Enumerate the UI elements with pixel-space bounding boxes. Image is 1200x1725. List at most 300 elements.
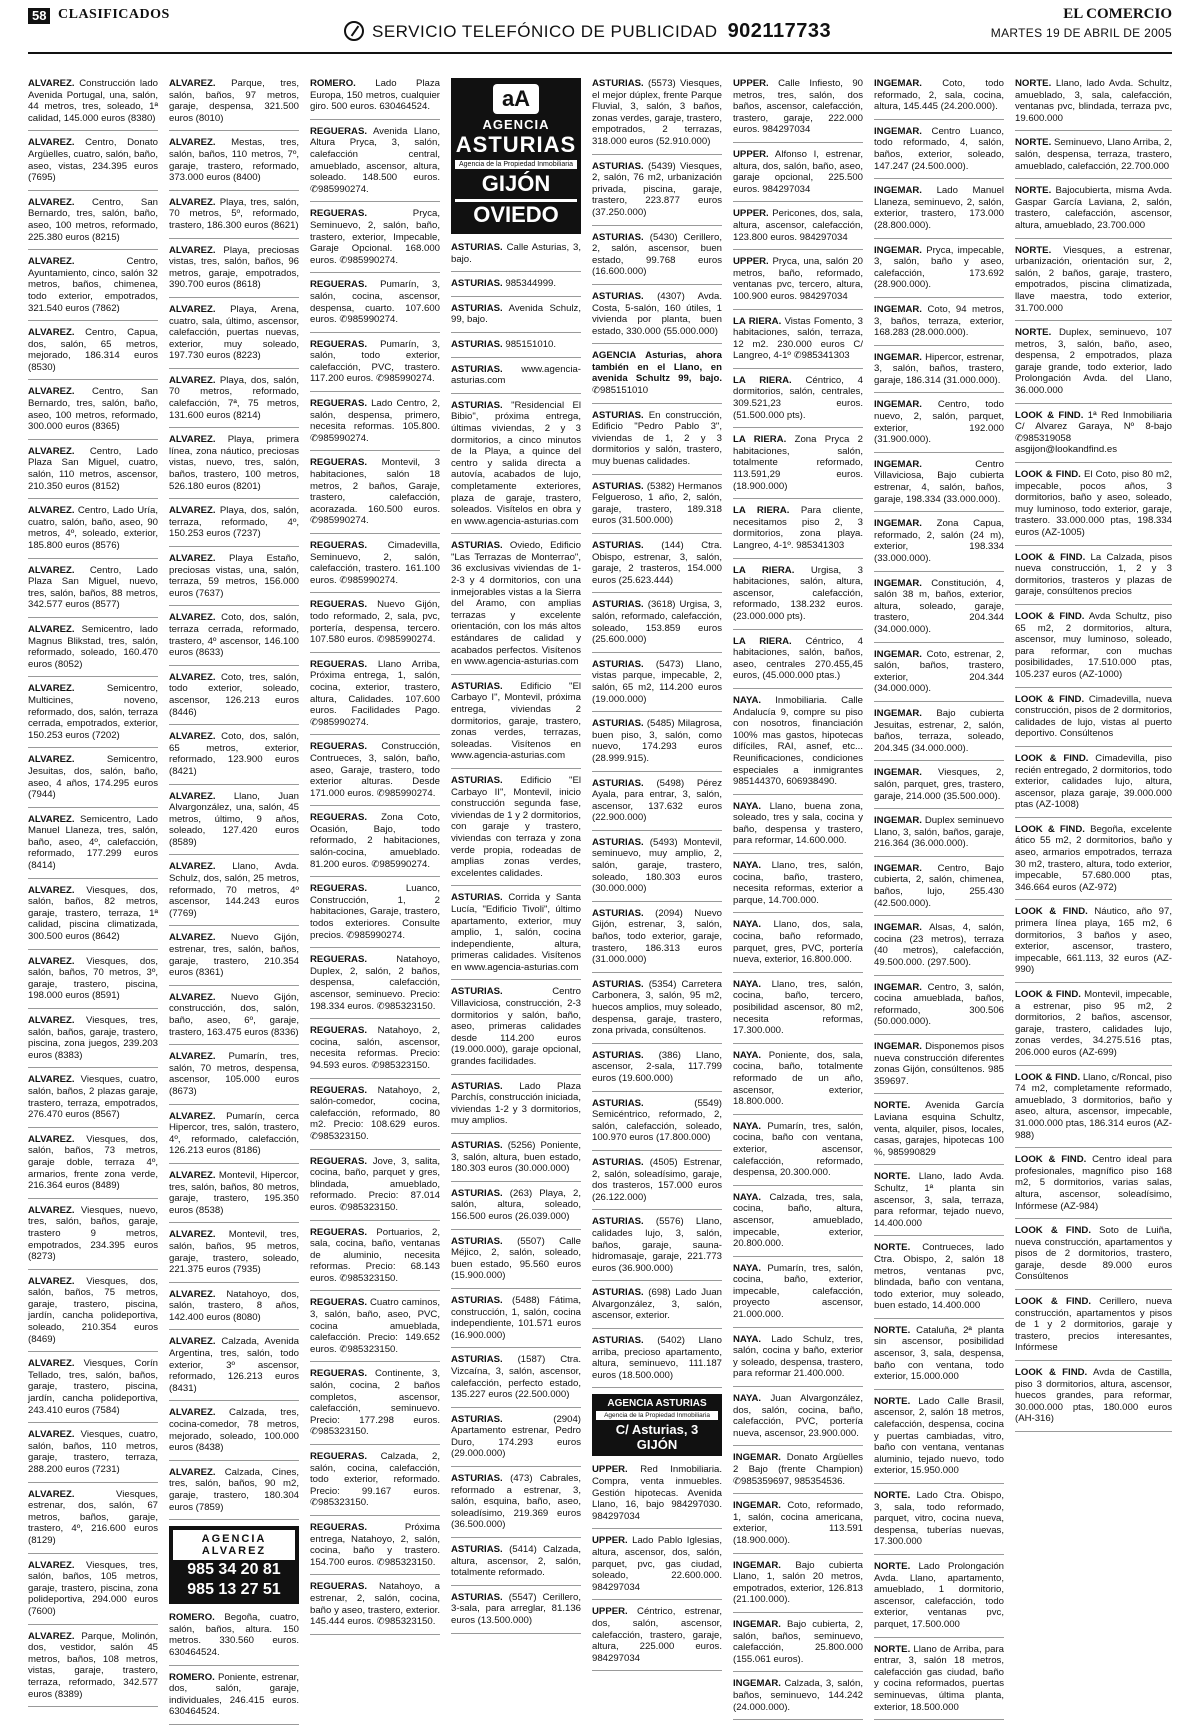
ad-text: Calzada, tres, sala, cocina, baño, altura, ascensor, amueblado, impecable, exterior, 20.800.000. xyxy=(733,1191,863,1250)
classified-ad xyxy=(1015,327,1172,404)
classified-ad xyxy=(169,137,299,190)
ad-text: Luanco, Construcción, 1, 2 habitaciones, Garaje, trastero, todos exteriores. Consulte precios. ✆985990274. xyxy=(310,883,440,941)
classified-ad xyxy=(310,1227,440,1292)
ad-advertiser: ASTURIAS. xyxy=(592,78,644,89)
classified-ad xyxy=(592,1535,722,1600)
classified-ad xyxy=(733,1334,863,1387)
ad-advertiser: INGEMAR. xyxy=(874,399,922,411)
classified-ad xyxy=(310,208,440,273)
ad-advertiser: UPPER. xyxy=(733,78,769,89)
ad-advertiser: NAYA. xyxy=(733,1262,762,1274)
ad-advertiser: ALVAREZ. xyxy=(169,612,216,624)
logo-oviedo: OVIEDO xyxy=(455,199,577,228)
ad-advertiser: REGUERAS. xyxy=(310,540,368,551)
classified-ad xyxy=(592,599,722,652)
ad-text: Viesques, nuevo, tres, salón, baños, garaje, trastero 9 metros, empotrados, 234.395 euros (8273) xyxy=(28,1204,158,1263)
classified-ad xyxy=(169,612,299,665)
classified-ad xyxy=(169,1672,299,1725)
logo-agencia: AGENCIA xyxy=(482,117,550,132)
ad-text: En construcción, Edificio "Pedro Pablo 3", viviendas de 1, 2 y 3 dormitorios y salón, trastero, muy buenas calidades. xyxy=(592,409,722,468)
ad-text: Náutico, año 97, primera línea playa, 165 m2, 6 dormitorios, 3 baños y aseo, exterior, ascensor, trastero, impecable, 661.113, 32 euros (AZ-990) xyxy=(1015,906,1172,976)
ad-text: (5473) Llano, vistas parque, impecable, 2, salón, 65 m2, 114.200 euros (19.000.000) xyxy=(592,658,722,705)
ad-advertiser: UPPER. xyxy=(733,148,769,160)
ad-advertiser: ROMERO. xyxy=(310,78,356,89)
ad-advertiser: ASTURIAS. xyxy=(451,338,503,350)
classified-ad xyxy=(310,339,440,392)
classified-ad xyxy=(874,352,1004,394)
classified-ad xyxy=(874,863,1004,916)
classified-ad xyxy=(592,1216,722,1281)
column-5 xyxy=(592,78,723,1664)
classified-ad xyxy=(28,446,158,499)
ad-text: Lado Prolongación Avda. Llano, apartamento, amueblado, 1 dormitorio, ascensor, calefacción, todo exterior, ventanas pvc, parquet, 17.500.000 xyxy=(874,1560,1004,1630)
ad-advertiser: ALVAREZ. xyxy=(169,196,216,208)
ad-advertiser: ASTURIAS. xyxy=(592,1049,644,1061)
page-header xyxy=(28,6,1172,50)
column-2 xyxy=(169,78,300,1718)
classified-ad xyxy=(733,1452,863,1494)
ad-text: Urgisa, 3 habitaciones, salón, altura, ascensor, calefacción, reformado, 138.232 euros. (23.000.000 pts). xyxy=(733,564,863,622)
classified-ad xyxy=(169,1407,299,1460)
classified-ad xyxy=(28,624,158,677)
ad-advertiser: REGUERAS. xyxy=(310,741,368,753)
ad-advertiser: ALVAREZ. xyxy=(169,671,216,683)
classified-ad xyxy=(310,398,440,451)
ad-text: Llano, lado Avda. Schultz, 1ª planta sin ascensor, 3, sala, terraza, para reformar, tejado nuevo, 14.400.000 xyxy=(874,1171,1004,1229)
ad-advertiser: REGUERAS. xyxy=(310,338,368,350)
ad-text: Jove, 3, salita, cocina, baño, parquet y gres, blindada, amueblado, reformado. Precio: 87.014 euros. ✆985323150. xyxy=(310,1155,440,1213)
ad-advertiser: ASTURIAS. xyxy=(451,302,503,314)
ad-advertiser: ASTURIAS. xyxy=(592,1216,644,1228)
classified-ad xyxy=(169,505,299,547)
ad-text: Centro Villaviciosa, Bajo cubierta estrenar, 4, salón, baños, garaje, 198.334 (33.000.000). xyxy=(874,458,1004,505)
ad-text: Bajo cubierta Llano, 1, salón 20 metros, empotrados, exterior, 126.813 (21.100.000). xyxy=(733,1559,864,1606)
ad-text: Para cliente, necesitamos piso 2, 3 dormitorios, zona playa. Langreo, 4-1º. 985341303 xyxy=(733,505,863,551)
ad-text: Portuarios, 2, sala, cocina, baño, ventanas de aluminio, necesita reformas. Precio: 68.143 euros. ✆985323150. xyxy=(310,1226,440,1284)
ad-advertiser: ROMERO. xyxy=(169,1612,215,1624)
ad-text: Calzada, 3, salón, baños, seminuevo, 144.242 (24.000.000). xyxy=(733,1678,864,1713)
ad-advertiser: ASTURIAS. xyxy=(592,480,644,492)
ad-advertiser: ASTURIAS. xyxy=(451,1354,503,1366)
ad-text: Construcción lado Avenida Portugal, una, salón, 44 metros, tres, soleado, 1ª calidad, 145.000 euros (8380) xyxy=(28,78,159,124)
ad-text: Lado Schulz, tres, salón, cocina y baño, exterior y soleado, despensa, trastero, para reformar 21.400.000. xyxy=(733,1333,864,1380)
ad-advertiser: ASTURIAS. xyxy=(451,892,503,904)
classified-ad xyxy=(874,1396,1004,1484)
ad-advertiser: REGUERAS. xyxy=(310,1084,368,1096)
classified-ad xyxy=(1015,1225,1172,1290)
classified-ad xyxy=(28,1358,158,1423)
classified-ad xyxy=(733,1678,863,1720)
classified-ad xyxy=(733,1560,863,1613)
ad-text: Playa, dos, salón, terraza, reformado, 4º, 150.253 euros (7237) xyxy=(169,505,299,540)
ad-advertiser: UPPER. xyxy=(592,1606,628,1618)
classified-ad xyxy=(592,1157,722,1210)
classified-ad xyxy=(310,883,440,948)
ad-text: Pumarín, tres, salón, cocina, baño, exterior, impecable, calefacción, proyecto ascensor, 21.000.000. xyxy=(733,1262,864,1321)
ad-text: Llano, Juan Alvargonzález, una, salón, 45 metros, último, 9 años, soleado, 127.420 euros (8589) xyxy=(169,790,300,848)
ad-advertiser: ALVAREZ. xyxy=(169,1466,216,1478)
classified-ad xyxy=(592,659,722,712)
ad-text: Llano de Arriba, para entrar, 3, salón 18 metros, calefacción gas ciudad, baño y cocina reformados, puertas seminuevas, última planta, exterior, 18.500.000 xyxy=(874,1643,1004,1713)
classified-ad xyxy=(451,1188,581,1230)
classified-ad xyxy=(28,683,158,748)
ad-text: Pryca, una, salón 20 metros, baño, reformado, ventanas pvc, tercero, altura, 100.900 euros. 984297034 xyxy=(733,256,863,302)
ad-advertiser: INGEMAR. xyxy=(874,648,922,660)
ad-text: Coto, todo reformado, 2, sala, cocina, altura, 145.445 (24.200.000). xyxy=(874,78,1004,113)
ad-text: Montevil, Hipercor, tres, salón, baños, 80 metros, garaje, trastero, 195.350 euros (8538) xyxy=(169,1169,299,1216)
classified-ad xyxy=(28,1276,158,1353)
ad-text: Calzada, tres, cocina-comedor, 78 metros, mejorado, soleado, 100.000 euros (8438) xyxy=(169,1407,299,1454)
ad-text: Cimadevilla, piso recién entregado, 2 dormitorios, todo exterior, calidades lujo, altura, ascensor, plaza garaje, 39.000.000 ptas (AZ-1008) xyxy=(1015,752,1173,811)
classified-ad xyxy=(733,208,863,250)
classified-ad xyxy=(733,695,863,795)
classified-ad xyxy=(874,78,1004,120)
ad-advertiser: LOOK & FIND. xyxy=(1015,551,1086,563)
ad-advertiser: ALVAREZ. xyxy=(169,790,216,802)
ad-text: Pumarín, 3, salón, todo exterior, calefacción, PVC, trastero. 117.200 euros. ✆985990274. xyxy=(310,338,440,385)
classified-ad xyxy=(592,1098,722,1151)
ad-text: Soto de Luiña, nueva construcción, apartamentos y pisos de 2 dormitorios, trastero, garaje, desde 89.000 euros Consúltenos xyxy=(1015,1225,1172,1283)
classified-ad xyxy=(169,304,299,369)
ad-text: Montevil, 3 habitaciones, salón 18 metros, 2 baños, Garaje, trastero, calefacción, acorazada. 160.500 euros. ✆985990274. xyxy=(310,457,441,527)
classified-ad xyxy=(874,1041,1004,1094)
classified-ad xyxy=(28,1015,158,1068)
ad-text: Avenida Llano, Altura Pryca, 3, salón, calefacción central, amueblado, ascensor, altura, soleado. 148.500 euros. ✆985990274. xyxy=(310,125,440,195)
ad-advertiser: INGEMAR. xyxy=(874,518,922,530)
classified-ad xyxy=(733,1263,863,1328)
ad-advertiser: ASTURIAS. xyxy=(451,1544,503,1556)
ad-advertiser: ALVAREZ. xyxy=(28,505,75,517)
classified-ad xyxy=(1015,906,1172,983)
classified-ad xyxy=(1015,469,1172,546)
classified-ad xyxy=(733,1393,863,1446)
small-logo-tagline: Agencia de la Propiedad Inmobiliaria xyxy=(596,1411,718,1420)
classified-ad xyxy=(451,242,581,272)
ad-text: Bajo cubierta, 2, salón, baños, seminuevo, calefacción, 25.800.000 (155.061 euros). xyxy=(733,1618,863,1665)
ad-text: Cimadevilla, Seminuevo, 2, salón, calefacción, trastero. 161.100 euros. ✆985990274. xyxy=(310,540,440,586)
ad-text: 1ª Red Inmobiliaria C/ Alvarez Garaya, Nº 8-bajo ✆985319058 asgijon@lookandfind.es xyxy=(1015,409,1172,456)
ad-text: Viesques, a estrenar, urbanización, orientación sur, 2, salón, 2 baños, garaje, trastero, empotrados, piscina climatizada, llave maestra, todo exterior, 31.700.000 xyxy=(1015,244,1172,314)
classified-ad xyxy=(28,505,158,558)
ad-advertiser: INGEMAR. xyxy=(874,922,922,934)
ad-text: (386) Llano, ascensor, 2-sala, 117.799 euros (19.600.000) xyxy=(592,1049,723,1084)
ad-text: (144) Ctra. Obispo, estrenar, 3, salón, garaje, 2 trasteros, 154.000 euros (25.623.444) xyxy=(592,540,722,586)
ad-advertiser: INGEMAR. xyxy=(874,458,922,470)
small-logo-address: C/ Asturias, 3 GIJÓN xyxy=(615,1422,699,1453)
classified-ad xyxy=(28,137,158,190)
ad-text: Coto, dos, salón, terraza cerrada, reformado, trastero, 4º ascensor, 146.100 euros (8633) xyxy=(169,612,299,659)
ad-text: (5493) Montevil, seminuevo, muy amplio, 2, salón, garaje, trastero, soleado, 180.303 euros (30.000.000) xyxy=(592,836,722,895)
ad-text: Llano, tres, salón, cocina, baño, trastero, necesita reformas, exterior a parque, 14.700.000. xyxy=(733,860,863,906)
ad-advertiser: INGEMAR. xyxy=(733,1618,781,1630)
ad-text: Pumarín, tres, salón, cocina, baño con ventana, exterior, ascensor, calefacción, reformado, despensa, 20.300.000. xyxy=(733,1120,864,1179)
ad-advertiser: INGEMAR. xyxy=(874,78,922,89)
alvarez-phone-2: 985 13 27 51 xyxy=(187,1581,281,1599)
classified-ad xyxy=(733,1192,863,1257)
classified-ad xyxy=(1015,1367,1172,1432)
ad-advertiser: INGEMAR. xyxy=(733,1500,781,1512)
classified-ad xyxy=(874,245,1004,298)
newspaper-name: EL COMERCIO xyxy=(1063,6,1172,22)
ad-text: Zona Coto, Ocasión, Bajo, todo reformado, 2 habitaciones, salón-cocina, amueblado. 81.200 euros. ✆985990274. xyxy=(310,812,440,870)
ad-text: Seminuevo, Llano Arriba, 2, salón, despensa, terraza, trastero, amueblado, calefacción, 22.700.000 xyxy=(1015,137,1172,172)
classified-ad xyxy=(592,1464,722,1529)
ad-advertiser: ALVAREZ. xyxy=(28,1015,75,1026)
ad-text: Pumarín, tres, salón, 70 metros, despensa, ascensor, 105.000 euros (8673) xyxy=(169,1051,299,1097)
classified-ad xyxy=(169,1229,299,1282)
ad-text: (5573) Viesques, el mejor dúplex, frente Parque Fluvial, 3, salón, 3 baños, zonas verdes, garaje, trastero, empotrados, 2 terrazas, 318.000 euros (52.910.000) xyxy=(592,78,723,147)
classified-ad xyxy=(451,1414,581,1467)
ad-text: Lado Ctra. Obispo, 3, sala, todo reformado, parquet, vitro, cocina nueva, despensa, tuberías nuevas, 17.300.000 xyxy=(874,1490,1004,1548)
ad-advertiser: ALVAREZ. xyxy=(28,813,75,825)
ad-advertiser: AGENCIA Asturias, ahora también en el Llano, en avenida Schultz 99, bajo. xyxy=(592,350,722,385)
classified-ad xyxy=(169,434,299,499)
ad-advertiser: ASTURIAS. xyxy=(451,1187,503,1199)
ad-advertiser: ALVAREZ. xyxy=(28,196,75,208)
classified-ad xyxy=(169,1336,299,1401)
classified-ad xyxy=(1015,185,1172,238)
ad-advertiser: INGEMAR. xyxy=(733,1452,781,1464)
ad-advertiser: LA RIERA. xyxy=(733,434,787,446)
advertising-phone-banner xyxy=(344,20,831,43)
service-phone: 902117733 xyxy=(727,20,832,42)
ad-text: Playa, dos, salón, 70 metros, reformado, calefacción, 7ª, 75 metros, 131.600 euros (8214) xyxy=(169,374,299,421)
classified-ad xyxy=(310,954,440,1019)
classified-ad xyxy=(874,922,1004,975)
ad-advertiser: ASTURIAS. xyxy=(451,1591,503,1603)
ad-advertiser: LOOK & FIND. xyxy=(1015,1154,1087,1166)
ad-advertiser: NAYA. xyxy=(733,694,762,706)
ad-text: Juan Alvargonzález, dos, salón, cocina, baño, calefacción, PVC, portería nueva, ascensor, 23.900.000. xyxy=(733,1393,863,1439)
classified-ad xyxy=(28,885,158,950)
classified-ad xyxy=(310,1522,440,1575)
ad-advertiser: LOOK & FIND. xyxy=(1015,1367,1088,1379)
classified-ad xyxy=(592,979,722,1044)
ad-text: Bajo cubierta Jesuitas, estrenar, 2, salón, baños, terraza, soleado, 204.345 (34.000.000). xyxy=(874,707,1005,754)
ad-text: 985344999. xyxy=(505,278,557,290)
classified-ad xyxy=(874,518,1004,571)
classified-ad xyxy=(874,708,1004,761)
ad-advertiser: ALVAREZ. xyxy=(28,884,75,896)
ad-text: (1587) Ctra. Vizcaína, 3, salón, ascensor, calefacción, perfecto estado, 135.227 euros (22.500.000) xyxy=(451,1354,581,1401)
ad-advertiser: NAYA. xyxy=(733,1191,762,1203)
alvarez-name: AGENCIA ALVAREZ xyxy=(173,1530,295,1560)
ad-text: Lado Pablo Iglesias, altura, ascensor, dos, salón, parquet, pvc, gas ciudad, soleado, 22.600.000. 984297034 xyxy=(592,1535,723,1593)
ad-advertiser: ALVAREZ. xyxy=(28,1630,75,1642)
ad-text: (5485) Milagrosa, buen piso, 3, salón, como nuevo, 174.293 euros (28.999.915). xyxy=(592,718,722,764)
ad-advertiser: REGUERAS. xyxy=(310,1226,368,1238)
issue-date: MARTES 19 DE ABRIL DE 2005 xyxy=(990,26,1172,40)
ad-text: Centro, Capua, dos, salón, 65 metros, mejorado, 186.314 euros (8530) xyxy=(28,327,158,373)
ad-advertiser: NORTE. xyxy=(874,1490,911,1501)
classified-ad xyxy=(592,350,722,403)
ad-advertiser: ASTURIAS. xyxy=(592,540,644,551)
ad-advertiser: NORTE. xyxy=(874,1171,911,1183)
ad-text: Poniente, dos, sala, cocina, baño, totalmente reformado de un año, ascensor, exterior, 18.800.000. xyxy=(733,1049,863,1108)
ad-advertiser: ALVAREZ. xyxy=(169,731,216,743)
classified-ad xyxy=(451,1081,581,1134)
classified-ad xyxy=(169,791,299,856)
ad-text: Centro, Donato Argüelles, cuatro, salón, baño, aseo, vistas, 234.395 euros (7695) xyxy=(28,137,158,184)
classified-ad xyxy=(451,892,581,980)
ad-advertiser: ASTURIAS. xyxy=(592,1335,644,1347)
classified-ad xyxy=(874,982,1004,1035)
ad-text: Semicentro, Multicines, noveno, reformado, dos, salón, terraza cerrada, empotrados, exterior, 150.253 euros (7202) xyxy=(28,683,158,741)
column-6 xyxy=(733,78,864,1713)
ad-text: Llano Arriba, Próxima entrega, 1, salón, cocina, exterior, trastero, altura, Calidades. 107.600 euros. Facilidades Pago. ✆985990274. xyxy=(310,658,440,728)
ad-text: Llano, Avda. Schulz, dos, salón, 25 metros, reformado, 70 metros, 4º ascensor, 144.243 euros (7769) xyxy=(169,861,300,919)
ad-advertiser: INGEMAR. xyxy=(874,707,922,719)
ad-text: Lado Manuel Llaneza, seminuevo, 2, salón, exterior, trastero, 173.000 (28.800.000). xyxy=(874,185,1004,231)
alvarez-phone-1: 985 34 20 81 xyxy=(187,1561,281,1579)
classified-ad xyxy=(733,1619,863,1672)
ad-advertiser: ALVAREZ. xyxy=(169,1336,216,1348)
ad-text: Construcción, Contrueces, 3, salón, baño, aseo, Garaje, trastero, todo exterior alturas. Desde 171.000 euros. ✆985990274. xyxy=(310,741,440,799)
ad-advertiser: REGUERAS. xyxy=(310,883,368,895)
ad-advertiser: NORTE. xyxy=(874,1100,911,1112)
ad-advertiser: ASTURIAS. xyxy=(451,1080,503,1092)
classified-ad xyxy=(733,1500,863,1553)
ad-text: (263) Playa, 2, salón, altura, soleado, 156.500 euros (26.039.000) xyxy=(451,1187,581,1222)
classified-ad xyxy=(1015,410,1172,463)
classified-ad xyxy=(169,1170,299,1223)
ad-text: Viesques, cuatro, salón, baños, 110 metros, garaje, trastero, terraza, 288.200 euros (7231) xyxy=(28,1429,158,1475)
ad-advertiser: ALVAREZ. xyxy=(169,1407,216,1419)
ad-text: Pryca, impecable, 3, salón, baño y aseo, calefacción, 173.692 (28.900.000). xyxy=(874,244,1005,291)
ad-advertiser: LA RIERA. xyxy=(733,564,795,576)
ad-advertiser: ALVAREZ. xyxy=(28,1275,75,1287)
classified-ad xyxy=(310,540,440,593)
classified-ad xyxy=(1015,245,1172,322)
ad-advertiser: ASTURIAS. xyxy=(592,777,644,789)
classified-ad xyxy=(28,386,158,439)
ad-text: Coto, tres, salón, todo exterior, soleado, ascensor, 126.213 euros (8446) xyxy=(169,671,299,718)
ad-text: Alfonso I, estrenar, altura, dos, salón, baño, aseo, garaje opcional, 225.500 euros. 984297034 xyxy=(733,148,863,195)
ad-text: Playa, tres, salón, 70 metros, 5º, reformado, trastero, 186.300 euros (8621) xyxy=(169,196,299,231)
ad-text: Inmobiliaria. Calle Andalucía 9, compre su piso con nosotros, financiación 100% mas gastos, hipotecas difíciles, RAI, asnef, etc... Reunificaciones, condiciones especiales a inmigrantes 985144370, 606938490. xyxy=(733,694,864,788)
classified-ad xyxy=(310,1297,440,1362)
ad-text: Coto, reformado, 1, salón, cocina americana, exterior, 113.591 (18.900.000). xyxy=(733,1500,863,1546)
ad-advertiser: NAYA. xyxy=(733,800,762,812)
ad-text: Red Inmobiliaria. Compra, venta inmuebles. Gestión hipotecas. Avenida Llano, 16, bajo 984297030. 984297034 xyxy=(592,1464,722,1522)
ad-advertiser: ALVAREZ. xyxy=(28,754,75,766)
ad-text: Lado Centro, 2, salón, despensa, primero, necesita reformas. 105.800. ✆985990274. xyxy=(310,398,440,444)
classified-ad xyxy=(874,304,1004,346)
classified-ad xyxy=(310,1156,440,1221)
ad-advertiser: ASTURIAS. xyxy=(451,1140,503,1151)
ad-text: Centro, San Bernardo, tres, salón, baño, aseo, 100 metros, reformado, 225.380 euros (8215) xyxy=(28,196,159,243)
ad-text: Pumarín, 3, salón, cocina, ascensor, despensa, cuarto. 107.600 euros. ✆985990274. xyxy=(310,279,440,326)
ad-text: Viesques, dos, salón, baños, 70 metros, 3º, garaje, trastero, piscina, 198.000 euros (8591) xyxy=(28,955,158,1002)
ad-text: Donato Argüelles 2 Bajo (frente Champion) ✆985359697, 985354536. xyxy=(733,1452,863,1487)
ad-text: El Coto, piso 80 m2, impecable, pocos años, 3 dormitorios, baño y aseo, soleado, muy luminoso, todo exterior, garaje, trastero. 33.000.000 ptas, 198.334 euros (AZ-1005) xyxy=(1015,469,1172,538)
ad-advertiser: REGUERAS. xyxy=(310,398,368,410)
classified-ad xyxy=(733,565,863,630)
ad-advertiser: LA RIERA. xyxy=(733,505,790,517)
classified-ad xyxy=(592,1050,722,1092)
classified-ad xyxy=(592,410,722,475)
ad-advertiser: ASTURIAS. xyxy=(592,160,644,172)
ad-text: Viesques, cuatro, salón, baños, 2 plazas garaje, trastero, terraza, empotrados, 276.470 euros (8567) xyxy=(28,1074,158,1121)
logo-gijon: GIJÓN xyxy=(481,171,551,196)
classified-ad xyxy=(28,956,158,1009)
ad-text: Nuevo Gijón, construcción, dos, salón, baño, aseo, 6º, garaje, trastero, 163.475 euros (8336) xyxy=(169,991,299,1038)
classified-ad xyxy=(28,1074,158,1127)
classified-ad xyxy=(1015,137,1172,179)
ad-advertiser: ASTURIAS. xyxy=(451,242,503,253)
ad-advertiser: ASTURIAS. xyxy=(451,399,503,411)
ad-text: (4307) Avda. Costa, 5-salón, 160 útiles, 1 vivienda por planta, buen estado, 330.000 (55.000.000) xyxy=(592,290,723,337)
ad-text: (3618) Urgisa, 3, salón, reformado, calefacción, soleado, 153.859 euros (25.600.000) xyxy=(592,599,722,646)
ad-text: Pericones, dos, sala, altura, ascensor, calefacción, 123.800 euros. 984297034 xyxy=(733,208,863,243)
agencia-alvarez-logo xyxy=(169,1526,299,1604)
classified-ad xyxy=(169,1051,299,1104)
ad-advertiser: LOOK & FIND. xyxy=(1015,1296,1092,1308)
column-1 xyxy=(28,78,159,1700)
classified-ad xyxy=(1015,1296,1172,1361)
classified-ad xyxy=(874,126,1004,179)
classified-ad xyxy=(592,232,722,285)
ad-text: Viesques, Corín Tellado, tres, salón, baños, garaje, trastero, piscina, jardín, cancha polideportiva, 243.410 euros (7584) xyxy=(28,1358,158,1416)
ad-text: Vistas Fomento, 3 habitaciones, salón, terraza, 12 m2. 230.000 euros C/ Langreo, 4-1º ✆985341303 xyxy=(733,315,863,362)
classified-ad xyxy=(169,1612,299,1665)
ad-text: Alsas, 4, salón, cocina (23 metros), terraza (40 metros), calefacción, 49.500.000. (297.500). xyxy=(874,922,1005,969)
ad-text: Continente, 3, salón, cocina, 2 baños completos, ascensor, calefacción, seminuevo. Precio: 177.298 euros. ✆985323150. xyxy=(310,1368,440,1438)
ad-advertiser: ASTURIAS. xyxy=(592,907,644,919)
ad-text: Montevil, tres, salón, baños, 95 metros, garaje, trastero, soleado, 221.375 euros (7935) xyxy=(169,1229,299,1276)
section-title: CLASIFICADOS xyxy=(58,7,170,22)
ad-text: (5498) Pérez Ayala, para entrar, 3, salón, ascensor, 137.632 euros (22.900.000) xyxy=(592,777,722,824)
classified-ad xyxy=(733,1121,863,1186)
ad-advertiser: REGUERAS. xyxy=(310,812,368,824)
ad-advertiser: REGUERAS. xyxy=(310,208,368,220)
ad-text: Centro, Ayuntamiento, cinco, salón 32 metros, baños, chimenea, todo exterior, empotrados, 321.540 euros (7862) xyxy=(28,256,158,314)
ad-text: Mestas, tres, salón, baños, 110 metros, 7º, garaje, trastero, reformado, 373.000 euros (8400) xyxy=(169,137,299,184)
classified-ad xyxy=(733,316,863,369)
ad-advertiser: ALVAREZ. xyxy=(28,1204,75,1216)
classified-ad xyxy=(310,812,440,877)
classified-ad xyxy=(733,434,863,499)
column-3 xyxy=(310,78,441,1628)
small-logo-title: AGENCIA ASTURIAS xyxy=(607,1398,707,1410)
classified-ad xyxy=(310,1581,440,1634)
ad-advertiser: NORTE. xyxy=(874,1395,911,1407)
classified-ad xyxy=(592,1335,722,1388)
ad-advertiser: NAYA. xyxy=(733,1393,762,1405)
ad-advertiser: REGUERAS. xyxy=(310,954,368,966)
classified-ad xyxy=(169,375,299,428)
agencia-asturias-logo xyxy=(451,78,581,234)
ad-text: Edificio "El Carbayo I", Montevil, próxima entrega, viviendas 2 dormitorios, garaje, trastero, zonas verdes, terrazas, soleadas. Visítenos en www.agencia-asturias.com xyxy=(451,680,581,762)
classified-ad xyxy=(1015,753,1172,818)
classified-ad xyxy=(169,861,299,926)
classified-ad xyxy=(1015,694,1172,747)
ad-advertiser: REGUERAS. xyxy=(310,1521,368,1533)
ad-advertiser: ASTURIAS. xyxy=(592,658,644,670)
ad-text: Pryca, Seminuevo, 2, salón, baño, trastero, exterior, Impecable, Garaje Opcional. 168.000 euros. ✆985990274. xyxy=(310,208,440,266)
classified-ad xyxy=(874,1325,1004,1390)
ad-text: Disponemos pisos nueva construcción diferentes zonas Gijón, consúltenos. 985 359697. xyxy=(874,1041,1004,1087)
classified-ad xyxy=(169,78,299,131)
ad-text: Calle Asturias, 3, bajo. xyxy=(451,242,581,265)
ad-text: Poniente, estrenar, dos, salón, garaje, individuales, 246.415 euros. 630464524. xyxy=(169,1671,299,1718)
ad-text: ✆985151010 xyxy=(592,385,649,397)
ad-text: (5382) Hermanos Felgueroso, 1 año, 2, salón, garaje, trastero, 189.318 euros (31.500.000) xyxy=(592,480,722,527)
classified-ad xyxy=(169,553,299,606)
service-label: SERVICIO TELEFÓNICO DE PUBLICIDAD xyxy=(372,22,718,41)
classified-ad xyxy=(592,1606,722,1671)
classified-ad xyxy=(451,303,581,333)
